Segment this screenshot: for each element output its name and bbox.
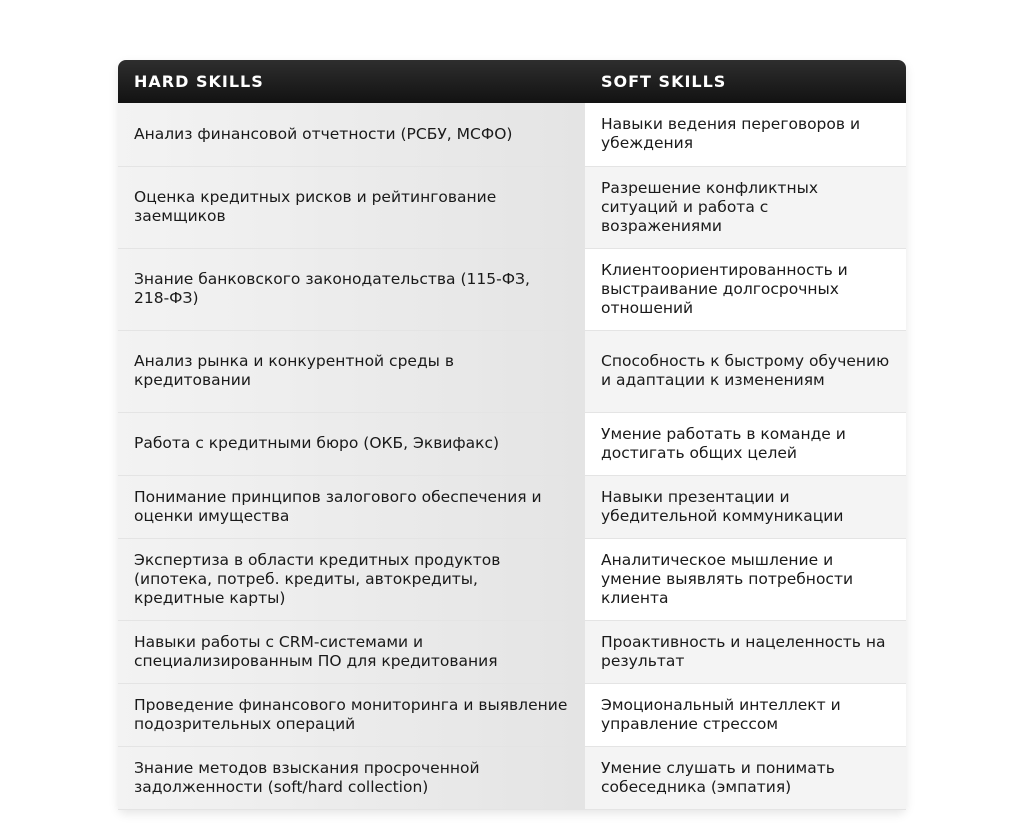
hard-skill-cell: Работа с кредитными бюро (ОКБ, Эквифакс) [118, 412, 585, 475]
soft-skill-cell: Эмоциональный интеллект и управление стрессом [585, 683, 906, 746]
hard-skill-cell: Навыки работы с CRM-системами и специализированным ПО для кредитования [118, 620, 585, 683]
table-row [118, 538, 906, 620]
table-row [118, 746, 906, 809]
table-row [118, 683, 906, 746]
soft-skill-cell: Аналитическое мышление и умение выявлять потребности клиента [585, 538, 906, 620]
soft-skill-cell: Разрешение конфликтных ситуаций и работа с возражениями [585, 166, 906, 248]
skills-table [118, 60, 906, 810]
soft-skill-cell: Проактивность и нацеленность на результат [585, 620, 906, 683]
table-row [118, 103, 906, 166]
soft-skill-cell: Клиентоориентированность и выстраивание долгосрочных отношений [585, 248, 906, 330]
soft-skill-cell: Навыки ведения переговоров и убеждения [585, 103, 906, 166]
hard-skill-cell: Анализ рынка и конкурентной среды в кредитовании [118, 330, 585, 412]
table-row [118, 475, 906, 538]
table-header [118, 60, 906, 103]
hard-skill-cell: Знание методов взыскания просроченной задолженности (soft/hard collection) [118, 746, 585, 809]
hard-skill-cell: Понимание принципов залогового обеспечения и оценки имущества [118, 475, 585, 538]
table-row [118, 166, 906, 248]
table-row [118, 330, 906, 412]
header-row [118, 60, 906, 103]
hard-skill-cell: Знание банковского законодательства (115-ФЗ, 218-ФЗ) [118, 248, 585, 330]
hard-skill-cell: Экспертиза в области кредитных продуктов (ипотека, потреб. кредиты, автокредиты, кредитные карты) [118, 538, 585, 620]
soft-skill-cell: Умение слушать и понимать собеседника (эмпатия) [585, 746, 906, 809]
table-row [118, 248, 906, 330]
hard-skill-cell: Оценка кредитных рисков и рейтингование заемщиков [118, 166, 585, 248]
soft-skill-cell: Умение работать в команде и достигать общих целей [585, 412, 906, 475]
table-row [118, 412, 906, 475]
soft-skill-cell: Способность к быстрому обучению и адаптации к изменениям [585, 330, 906, 412]
hard-skill-cell: Анализ финансовой отчетности (РСБУ, МСФО) [118, 103, 585, 166]
soft-skill-cell: Навыки презентации и убедительной коммуникации [585, 475, 906, 538]
header-soft-skills: SOFT SKILLS [585, 60, 906, 103]
table-row [118, 620, 906, 683]
skills-table-container [118, 60, 906, 810]
table-body [118, 103, 906, 809]
header-hard-skills: HARD SKILLS [118, 60, 585, 103]
hard-skill-cell: Проведение финансового мониторинга и выявление подозрительных операций [118, 683, 585, 746]
